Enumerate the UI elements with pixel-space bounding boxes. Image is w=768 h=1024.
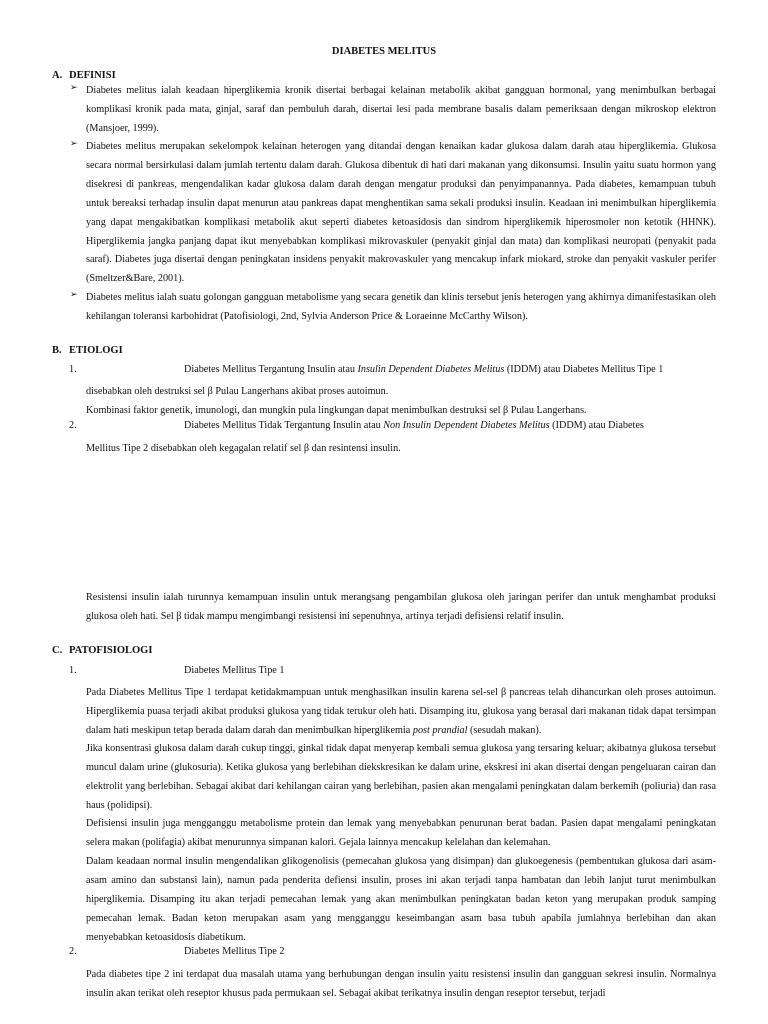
list-number: 1. [69,665,77,676]
section-title: DEFINISI [69,70,116,81]
paragraph: Kombinasi faktor genetik, imunologi, dan mungkin pula lingkungan dapat menimbulkan destruksi sel β Pulau Langerhans. [86,405,587,416]
section-letter: B. [52,345,62,356]
etiology-item-2-line [184,420,716,431]
paragraph: Dalam keadaan normal insulin mengendalikan glikogenolisis (pemecahan glukosa yang disimpan) dan glukoegenesis (pembentukan glukosa dari asam-asam amino dan substansi lain), namun pada penderita defiensi insulin, proses ini akan terjadi tanpa hambatan dan lebih lanjut turut menimbulkan hiperglikemia. Disamping itu akan terjadi pemecahan lemak yang akan menimbulkan peningkatan badan keton yang merupakan produk samping pemecahan lemak. Badan keton merupakan asam yang mengganggu keseimbangan asam basa tubuh apabila jumlahnya berlebihan dan akan menyebabkan ketoasidosis diabetikum. [86,856,716,943]
paragraph: Mellitus Tipe 2 disebabkan oleh kegagalan relatif sel β dan resintensi insulin. [86,443,401,454]
italic-term: post prandial [412,725,468,736]
paragraph: Jika konsentrasi glukosa dalam darah cukup tinggi, ginkal tidak dapat menyerap kembali semua glukosa yang tersaring keluar; akibatnya glukosa tersebut muncul dalam urine (glukosuria). Ketika glukosa yang berlebihan diekskresikan ke dalam urine, ekskresi ini akan disertai dengan pengeluaran cairan dan elektrolit yang berlebihan. Sebagai akibat dari kehilangan cairan yang berlebihan, pasien akan mengalami peningkatan dalam berkemih (poliuria) dan rasa haus (polidipsi). [86,743,716,811]
arrowhead-bullet-icon: ➢ [70,82,78,92]
text-run: (IDDM) atau Diabetes Mellitus Tipe 1 [504,364,664,375]
section-c-heading [52,645,152,656]
arrowhead-bullet-icon: ➢ [70,138,78,148]
paragraph: Pada diabetes tipe 2 ini terdapat dua masalah utama yang berhubungan dengan insulin yaitu resistensi insulin dan gangguan sekresi insulin. Normalnya insulin akan terikat oleh reseptor khusus pada permukaan sel. Sebagai akibat terikatnya insulin dengan reseptor tersebut, terjadi [86,969,716,999]
paragraph: Defisiensi insulin juga mengganggu metabolisme protein dan lemak yang menyebabkan penurunan berat badan. Pasien dapat mengalami peningkatan selera makan (polifagia) akibat menurunnya simpanan kalori. Gejala lainnya mencakup kelelahan dan kelemahan. [86,818,716,848]
bullet-text: Diabetes melitus ialah suatu golongan gangguan metabolisme yang secara genetik dan klinis tersebut jenis heterogen yang akhirnya dimanifestasikan oleh kehilangan toleransi karbohidrat (Patofisiologi, 2nd, Sylvia Anderson Price & Loraeinne McCarthy Wilson). [86,292,716,322]
subsection-title: Diabetes Mellitus Tipe 2 [184,946,285,957]
document-title: DIABETES MELITUS [331,46,437,57]
etiology-item-1-line [184,364,716,375]
arrowhead-bullet-icon: ➢ [70,289,78,299]
text-run: Pada Diabetes Mellitus Tipe 1 terdapat ketidakmampuan untuk menghasilkan insulin karena sel-sel β pancreas telah dihancurkan oleh proses autoimun. Hiperglikemia puasa terjadi akibat produksi glukosa yang tidak terukur oleh hati. Disamping itu, glukosa yang berasal dari makanan tidak dapat tersimpan dalam hati meskipun tetap berada dalam darah dan menimbulkan hiperglikemia [86,687,716,736]
section-letter: C. [52,645,63,656]
paragraph [86,683,716,740]
italic-term: Non Insulin Dependent Diabetes Melitus [383,420,550,431]
text-run: (sesudah makan). [467,725,542,736]
bullet-text: Diabetes melitus merupakan sekelompok kelainan heterogen yang ditandai dengan kenaikan kadar glukosa dalam darah atau hiperglikemia. Glukosa secara normal bersirkulasi dalam jumlah tertentu dalam darah. Glukosa dibentuk di hati dari makanan yang dikonsumsi. Insulin yaitu suatu hormon yang disekresi di pankreas, mengendalikan kadar glukosa dalam darah dengan mengatur produksi dan penyimpanannya. Pada diabetes, kemampuan tubuh untuk bereaksi terhadap insulin dapat menurun atau pankreas dapat menghentikan sama sekali produksi insulin. Keadaan ini menimbulkan hiperglikemia yang dapat mengakibatkan komplikasi metabolik akut seperti diabetes ketoasidosis dan sindrom hiperglikemik hiperosmoler non ketotik (HHNK). Hiperglikemia jangka panjang dapat ikut menyebabkan komplikasi mikrovaskuler (penyakit ginjal dan mata) dan komplikasi neuropati (penyakit pada saraf). Diabetes juga disertai dengan peningkatan insidens penyakit makrovaskuler yang mencakup infark miokard, stroke dan penyakit vaskuler perifer (Smeltzer&Bare, 2001). [86,141,716,285]
list-number: 2. [69,420,77,431]
text-run: Diabetes Mellitus Tidak Tergantung Insulin atau [184,420,384,431]
bullet-text: Diabetes melitus ialah keadaan hiperglikemia kronik disertai berbagai kelainan metabolik akibat gangguan hormonal, yang menimbulkan berbagai komplikasi kronik pada mata, ginjal, saraf dan pembuluh darah, disertai lesi pada membrane basalis dalam pemeriksaan dengan mikroskop elektron (Mansjoer, 1999). [86,85,716,134]
list-number: 2. [69,946,77,957]
section-title: PATOFISIOLOGI [69,645,153,656]
paragraph: disebabkan oleh destruksi sel β Pulau Langerhans akibat proses autoimun. [86,386,389,397]
section-letter: A. [52,70,63,81]
section-title: ETIOLOGI [69,345,123,356]
section-a-heading [52,70,116,81]
list-number: 1. [69,364,77,375]
text-run: Diabetes Mellitus Tergantung Insulin atau [184,364,358,375]
subsection-title: Diabetes Mellitus Tipe 1 [184,665,285,676]
section-b-heading [52,345,123,356]
paragraph: Resistensi insulin ialah turunnya kemampuan insulin untuk merangsang pengambilan glukosa oleh jaringan perifer dan untuk menghambat produksi glukosa oleh hati. Sel β tidak mampu mengimbangi resistensi ini sepenuhnya, artinya terjadi defisiensi relatif insulin. [86,592,716,622]
text-run: (IDDM) atau Diabetes [549,420,644,431]
italic-term: Insulin Dependent Diabetes Melitus [357,364,505,375]
